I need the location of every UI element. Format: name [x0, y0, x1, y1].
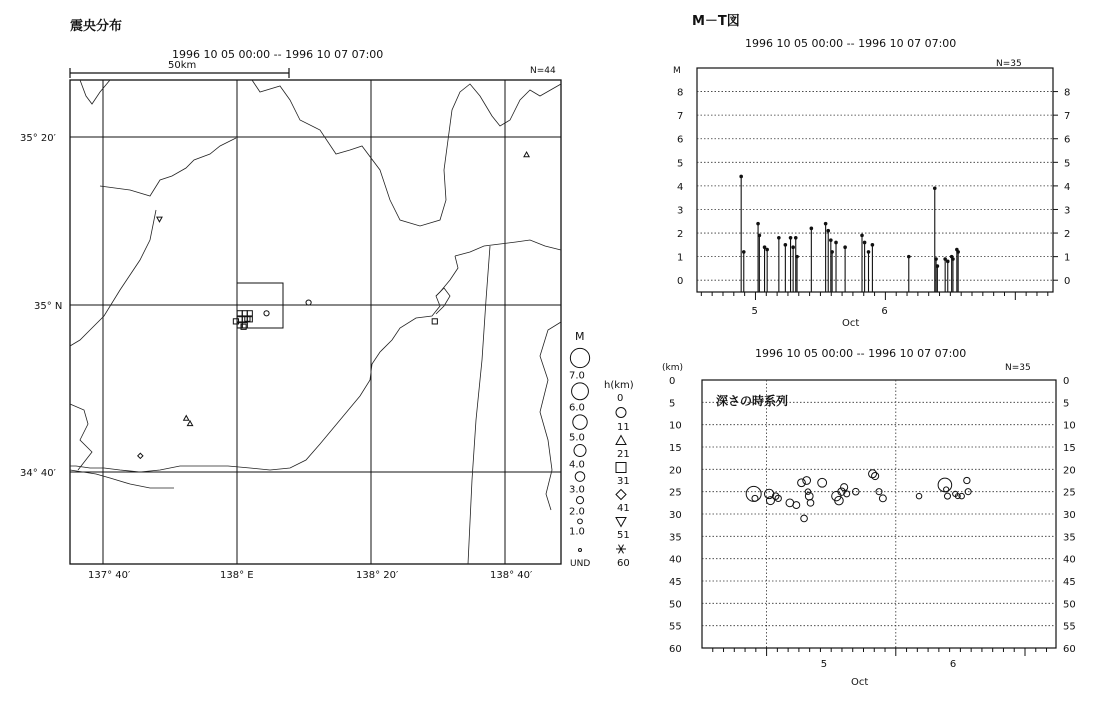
depth-point: [807, 500, 814, 507]
mt-stem-head: [946, 260, 950, 264]
mt-stem-head: [739, 175, 743, 179]
legend-m-label: 1.0: [569, 526, 585, 538]
coastline-suruga-bay: [70, 256, 458, 472]
depth-period: 1996 10 05 00:00 -- 1996 10 07 07:00: [755, 347, 967, 360]
depth-point: [805, 492, 813, 500]
legend-h-symbol: [616, 518, 626, 527]
mt-y-tick-label: 0: [1064, 276, 1071, 288]
depth-y-tick-label: 15: [1063, 443, 1076, 454]
mt-y-tick-label: 7: [1064, 111, 1071, 123]
epicenter-panel: [20, 18, 561, 581]
mt-stem-head: [789, 236, 793, 240]
mt-stem: [834, 241, 838, 292]
legend-magnitude: [569, 348, 590, 569]
depth-y-tick-label: 30: [1063, 510, 1076, 521]
depth-point: [916, 493, 921, 498]
legend-m-label: UND: [570, 559, 591, 569]
depth-y-tick-label: 15: [669, 443, 682, 454]
scale-bar: [70, 60, 289, 78]
depth-point: [746, 486, 761, 501]
depth-y-tick-label: 0: [1063, 376, 1070, 387]
mt-stem-head: [758, 234, 762, 238]
mt-y-tick-label: 6: [1064, 134, 1071, 146]
mt-y-tick-label: 4: [1064, 181, 1071, 193]
mt-stem-head: [742, 250, 746, 254]
mt-y-tick-label: 2: [677, 229, 684, 241]
mt-stem-head: [951, 257, 955, 261]
depth-point: [879, 495, 886, 502]
mt-stem: [810, 227, 814, 292]
mt-y-tick-label: 8: [677, 87, 684, 99]
lon-label-138-40: 138° 40′: [490, 570, 533, 581]
mt-stem-head: [830, 250, 834, 254]
mt-stem: [871, 243, 875, 292]
mt-stem-head: [860, 234, 864, 238]
legend-m-label: 5.0: [569, 432, 585, 444]
epicenter-point: [524, 152, 529, 157]
depth-y-tick-label: 10: [669, 420, 682, 432]
epicenter-point: [184, 416, 189, 421]
map-graticule: [70, 80, 561, 564]
mt-stem-head: [863, 241, 867, 245]
depth-x-tick-label: 6: [949, 659, 957, 670]
depth-y-tick-label: 55: [669, 621, 682, 633]
mt-stem: [777, 236, 781, 292]
prefecture-border-west: [80, 80, 110, 104]
mt-y-tick-label: 3: [677, 205, 684, 217]
depth-point: [803, 477, 811, 485]
prefecture-border-southwest: [70, 210, 156, 346]
legend-h-label: 41: [617, 503, 630, 514]
depth-y-tick-label: 5: [669, 398, 676, 410]
mt-stem: [946, 260, 950, 292]
epicenter-point: [138, 453, 143, 458]
depth-y-tick-label: 55: [1063, 621, 1076, 633]
mt-stem: [826, 229, 830, 292]
depth-point: [752, 495, 758, 501]
prefecture-border-mid: [100, 138, 236, 196]
legend-m-label: 6.0: [569, 402, 585, 414]
mt-x-tick-label: 6: [881, 306, 888, 317]
mt-stems: [739, 175, 960, 292]
legend-m-title: M: [575, 330, 585, 343]
mt-stem: [763, 245, 767, 292]
mt-gridlines: [697, 92, 1053, 281]
mt-stem-head: [829, 238, 833, 242]
depth-point: [964, 477, 970, 483]
depth-y-tick-label: 50: [1063, 599, 1076, 611]
depth-y-tick-label: 20: [1063, 465, 1076, 477]
depth-y-tick-label: 60: [669, 644, 682, 655]
epicenter-point: [247, 311, 252, 316]
mt-stem-head: [907, 255, 911, 259]
depth-point: [798, 479, 806, 487]
epicenter-point: [237, 311, 242, 316]
mt-stem-head: [956, 250, 960, 254]
mt-stem-head: [936, 264, 940, 268]
lon-label-138-20: 138° 20′: [356, 570, 399, 581]
epicenter-period: 1996 10 05 00:00 -- 1996 10 07 07:00: [172, 48, 384, 61]
depth-panel: [662, 347, 1076, 688]
depth-y-tick-label: 30: [669, 510, 682, 521]
mt-stem: [765, 248, 769, 292]
epicenter-n-label: N=44: [530, 66, 556, 76]
legend-m-label: 2.0: [569, 506, 585, 518]
mt-title: M－T図: [692, 14, 740, 29]
depth-point: [801, 515, 808, 522]
depth-x-tick-label: 5: [820, 659, 828, 670]
epicenter-point: [187, 421, 192, 426]
depth-y-tick-label: 45: [1063, 577, 1076, 588]
mt-stem: [784, 243, 788, 292]
mt-stem-head: [826, 229, 830, 233]
mt-y-tick-label: 0: [677, 276, 684, 288]
depth-y-tick-label: 10: [1063, 420, 1076, 432]
epicenter-title: 震央分布: [70, 19, 123, 34]
mt-stem: [863, 241, 867, 292]
depth-point: [959, 493, 964, 498]
scale-bar-label: 50km: [168, 60, 197, 71]
epicenter-point: [264, 311, 269, 316]
depth-point: [818, 478, 827, 487]
depth-n-label: N=35: [1005, 363, 1031, 373]
depth-x-label: Oct: [851, 677, 869, 688]
mt-stem-head: [765, 248, 769, 252]
legend-m-symbol: [576, 497, 583, 504]
lat-label-35: 35° N: [34, 301, 63, 312]
legend-m-symbol: [572, 383, 589, 400]
lat-label-34-40: 34° 40′: [20, 468, 56, 479]
depth-y-tick-label: 60: [1063, 644, 1076, 655]
mt-stem-head: [843, 245, 847, 249]
depth-y-tick-label: 5: [1063, 398, 1070, 410]
mt-stem-head: [810, 227, 814, 231]
depth-y-tick-label: 40: [1063, 554, 1076, 566]
mt-stem-head: [834, 241, 838, 245]
mt-stem: [789, 236, 793, 292]
mt-y-tick-label: 5: [1064, 158, 1071, 170]
mt-stem-head: [867, 250, 871, 254]
depth-y-tick-label: 40: [669, 554, 682, 566]
mt-x-label: Oct: [842, 318, 860, 329]
mt-stem-head: [784, 243, 788, 247]
depth-y-tick-label: 50: [669, 599, 682, 611]
legend-m-label: 4.0: [569, 459, 585, 471]
mt-stem-head: [795, 255, 799, 259]
west-coast: [70, 404, 92, 470]
depth-point: [793, 502, 800, 509]
epicenter-point: [237, 317, 242, 322]
epicenter-point: [432, 319, 437, 324]
legend-h-label: 60: [617, 558, 630, 569]
mt-stem: [843, 245, 847, 292]
mt-y-tick-label: 4: [677, 181, 684, 193]
mt-y-tick-label: 7: [677, 111, 684, 123]
mt-y-tick-label: 6: [677, 134, 684, 146]
coastline-shizuoka: [455, 240, 561, 256]
depth-y-tick-label: 45: [669, 577, 682, 588]
legend-h-label: 51: [617, 530, 630, 541]
river-fuji: [468, 246, 490, 564]
legend-h-label: 0: [617, 393, 624, 404]
mt-y-tick-label: 5: [677, 158, 684, 170]
mt-y-tick-label: 2: [1064, 229, 1071, 241]
legend-h-symbol: [616, 463, 626, 473]
legend-m-symbol: [574, 445, 586, 457]
legend-h-symbol: [616, 436, 626, 445]
omaezaki-coast: [70, 470, 174, 488]
depth-y-tick-label: 25: [1063, 487, 1076, 499]
mt-y-unit: M: [673, 66, 681, 76]
legend-m-label: 3.0: [569, 484, 585, 496]
map-outlines: [70, 80, 561, 564]
mt-panel: [673, 13, 1070, 329]
mt-stem-head: [934, 257, 938, 261]
epicenter-point: [157, 217, 162, 222]
map-legend: [569, 330, 634, 569]
prefecture-border-north: [252, 80, 561, 226]
legend-h-symbol: [616, 490, 626, 500]
lon-label-138: 138° E: [220, 570, 254, 581]
mt-stem-head: [794, 236, 798, 240]
mt-stem-head: [871, 243, 875, 247]
epicenter-point: [242, 311, 247, 316]
mt-y-tick-label: 8: [1064, 87, 1071, 99]
legend-h-label: 21: [617, 449, 630, 460]
lat-label-35-20: 35° 20′: [20, 133, 56, 144]
legend-m-label: 7.0: [569, 370, 585, 382]
legend-h-symbol: [616, 408, 626, 418]
mt-stem: [791, 245, 795, 292]
legend-h-label: 31: [617, 476, 630, 487]
mt-y-tick-label: 1: [1064, 252, 1071, 264]
legend-m-symbol: [578, 519, 583, 524]
izu-coast: [540, 322, 561, 510]
mt-n-label: N=35: [996, 59, 1022, 69]
mt-x-tick-label: 5: [751, 306, 758, 317]
mt-stem: [907, 255, 911, 292]
legend-h-title: h(km): [604, 380, 634, 391]
depth-y-unit: (km): [662, 363, 684, 373]
depth-y-tick-label: 0: [669, 376, 676, 387]
depth-gridlines: [702, 380, 1056, 648]
lon-label-137-40: 137° 40′: [88, 570, 131, 581]
legend-m-symbol: [570, 348, 589, 367]
legend-m-symbol: [573, 415, 587, 429]
legend-m-symbol: [575, 472, 585, 482]
mt-stem-head: [824, 222, 828, 226]
depth-point: [872, 472, 879, 479]
depth-title: 深さの時系列: [716, 394, 789, 408]
depth-y-tick-label: 35: [669, 532, 682, 544]
mt-y-tick-label: 1: [677, 252, 684, 264]
mt-stem-head: [777, 236, 781, 240]
mt-plot-frame: [697, 68, 1053, 292]
depth-y-tick-label: 35: [1063, 532, 1076, 544]
legend-m-symbol: [579, 549, 582, 552]
mt-y-tick-label: 3: [1064, 205, 1071, 217]
legend-h-symbol: [616, 545, 626, 554]
depth-point: [944, 493, 950, 499]
epicenter-point: [306, 300, 311, 305]
mt-stem-head: [791, 245, 795, 249]
depth-y-tick-label: 20: [669, 465, 682, 477]
mt-stem-head: [933, 186, 937, 190]
mt-stem-head: [756, 222, 760, 226]
depth-point: [938, 478, 952, 492]
depth-y-tick-label: 25: [669, 487, 682, 499]
mt-period: 1996 10 05 00:00 -- 1996 10 07 07:00: [745, 37, 957, 50]
legend-depth: [616, 393, 630, 569]
legend-h-label: 11: [617, 422, 630, 433]
mt-axis-labels: [677, 88, 1070, 317]
map-frame: [70, 80, 561, 564]
